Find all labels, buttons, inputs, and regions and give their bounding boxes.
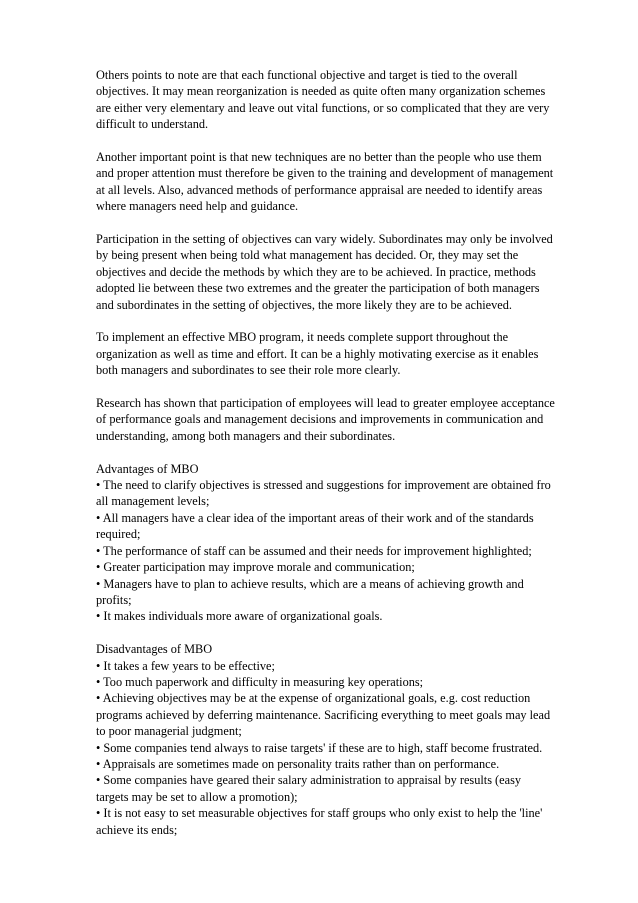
advantage-item: • The need to clarify objectives is stressed and suggestions for improvement are obtained fro all management levels; [96,478,551,509]
advantages-section [96,461,556,625]
disadvantages-list [96,658,556,838]
disadvantage-item: • Too much paperwork and difficulty in measuring key operations; [96,674,424,689]
advantage-item: • Greater participation may improve morale and communication; [96,560,415,575]
disadvantages-section [96,641,556,838]
disadvantage-item: • It takes a few years to be effective; [96,658,275,673]
paragraph-objectives-tied: Others points to note are that each functional objective and target is tied to the overall objectives. It may mean reorganization is needed as quite often many organization schemes are either very elementary and leave out vital functions, or so complicated that they are very difficult to understand. [96,68,550,132]
advantage-item: • It makes individuals more aware of organizational goals. [96,609,383,624]
advantages-list [96,477,556,625]
advantages-heading: Advantages of MBO [96,461,199,476]
disadvantage-item: • Some companies tend always to raise targets' if these are to high, staff become frustrated. [96,740,543,755]
disadvantages-heading: Disadvantages of MBO [96,642,213,657]
paragraph-research: Research has shown that participation of employees will lead to greater employee acceptance of performance goals and management decisions and improvements in communication and understanding, among both managers and their subordinates. [96,396,555,443]
disadvantage-item: • It is not easy to set measurable objectives for staff groups who only exist to help the 'line' achieve its ends; [96,806,543,837]
paragraph-training-development: Another important point is that new techniques are no better than the people who use them and proper attention must therefore be given to the training and development of management at all levels. Also, advanced methods of performance appraisal are needed to identify areas where managers need help and guidance. [96,150,554,214]
disadvantage-item: • Some companies have geared their salary administration to appraisal by results (easy targets may be set to allow a promotion); [96,773,521,804]
document-body [96,67,556,838]
advantage-item: • Managers have to plan to achieve results, which are a means of achieving growth and profits; [96,576,524,607]
disadvantage-item: • Appraisals are sometimes made on personality traits rather than on performance. [96,756,500,771]
disadvantage-item: • Achieving objectives may be at the expense of organizational goals, e.g. cost reduction programs achieved by deferring maintenance. Sacrificing everything to meet goals may lead to poor managerial judgment; [96,691,551,739]
paragraph-implement-mbo: To implement an effective MBO program, it needs complete support throughout the organization as well as time and effort. It can be a highly motivating exercise as it enables both managers and subordinates to see their role more clearly. [96,330,539,378]
advantage-item: • All managers have a clear idea of the important areas of their work and of the standards required; [96,510,534,542]
advantage-item: • The performance of staff can be assumed and their needs for improvement highlighted; [96,543,532,558]
paragraph-participation: Participation in the setting of objectives can vary widely. Subordinates may only be involved by being present when being told what management has decided. Or, they may set the objectives and decide the methods by which they are to be achieved. In practice, methods adopted lie between these two extremes and the greater the participation of both managers and subordinates in the setting of objectives, the more likely they are to be achieved. [96,232,553,312]
